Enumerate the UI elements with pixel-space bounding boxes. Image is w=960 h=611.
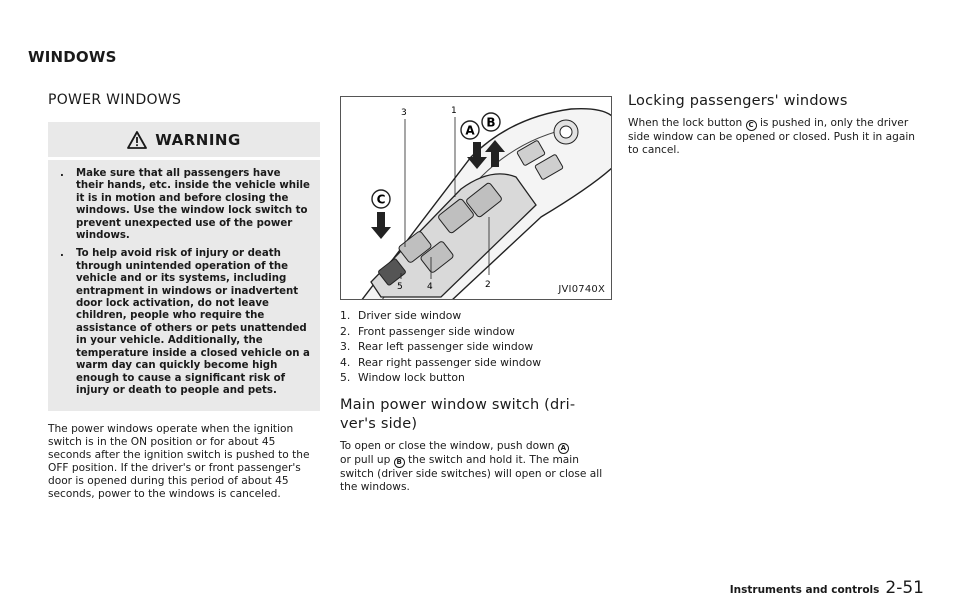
warning-bullet: . [60,248,64,260]
callout-number-2: 2 [485,280,491,290]
power-windows-column [48,92,320,501]
warning-header [48,122,320,160]
section-title: WINDOWS [28,48,117,66]
warning-bullet: . [60,168,64,179]
main-switch-heading: Main power window switch (dri- ver's side) [340,396,576,432]
callout-number-5: 5 [397,282,403,292]
locking-heading: Locking passengers' windows [628,93,848,109]
warning-item [56,248,310,397]
warning-item [56,168,310,242]
main-switch-text: To open or close the window, push down A or pull up B the switch and hold it. The main switch (driver side switches) will open or close all the windows. [340,439,603,493]
callout-number-4: 4 [427,282,433,292]
warning-text: Make sure that all passengers have their hands, etc. inside the vehicle while it is in motion and before closing the windows. Use the window lock switch to prevent unexpected use of the power windows. [76,168,310,242]
power-windows-heading: POWER WINDOWS [48,92,182,108]
callout-letter-c: C [376,192,386,207]
warning-body [48,160,320,411]
page-footer [730,578,924,598]
circled-letter-a-icon: A [558,443,569,454]
callout-number-3: 3 [401,108,407,118]
locking-column [628,92,928,157]
callout-letter-b: B [486,115,496,130]
locking-text: When the lock button C is pushed in, only the driver side window can be opened or closed. Push it in again to cancel. [628,117,916,156]
footer-label: Instruments and controls [729,584,880,596]
page-number: 2-51 [885,578,924,598]
list-item: 1. Driver side window [340,309,462,322]
warning-text: To help avoid risk of injury or death through unintended operation of the vehicle and or its systems, including entrapment in windows or inadvertent door lock activation, do not leave children, people who require the assistance of others or pets unattended in your vehicle. Additionally, the temperature inside a closed vehicle on a warm day can quickly become high enough to cause a significant risk of injury or death to people and pets. [76,248,310,396]
figure-code: JVI0740X [558,284,605,295]
list-item: 4. Rear right passenger side window [340,355,542,369]
window-switch-illustration [341,97,612,300]
switch-legend-list [340,308,612,386]
list-item: 5. Window lock button [340,371,465,384]
circled-letter-b-icon: B [394,457,405,468]
switch-column [340,96,612,494]
list-item: 3. Rear left passenger side window [340,340,534,353]
warning-triangle-icon [127,131,147,149]
warning-title: WARNING [155,130,241,149]
circled-letter-c-icon: C [746,120,757,131]
callout-number-1: 1 [451,106,457,116]
window-switch-figure [340,96,612,300]
power-windows-paragraph: The power windows operate when the ignition switch is in the ON position or for about 45 seconds after the ignition switch is pushed to the OFF position. If the driver's or front passenger's door is opened during this period of about 45 seconds, power to the windows is canceled. [48,423,310,501]
callout-letter-a: A [465,123,475,138]
list-item: 2. Front passenger side window [340,324,515,338]
warning-box [48,122,320,411]
